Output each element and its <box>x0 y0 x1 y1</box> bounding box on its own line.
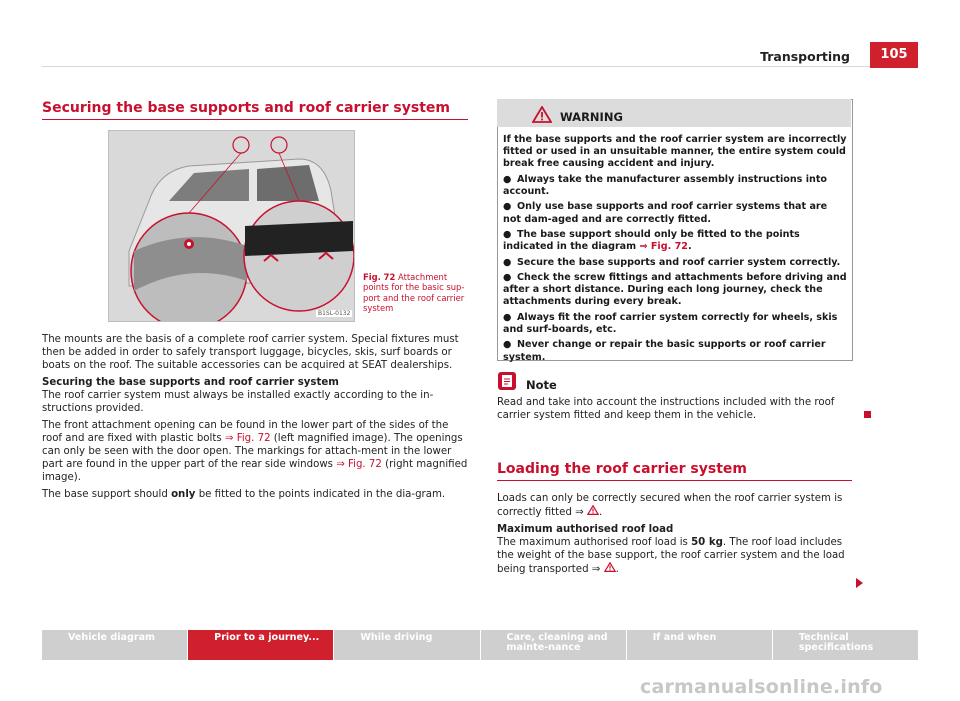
subheading: Securing the base supports and roof carrier system <box>42 377 339 388</box>
header-divider <box>42 66 918 67</box>
nav-tab-if-and-when[interactable]: If and when <box>627 630 773 660</box>
note-icon <box>498 372 516 390</box>
heading-underline <box>497 480 852 481</box>
paragraph: The front attachment opening can be found in the lower part of the sides of the roof and are fixed with plastic bolts ⇒ Fig. 72 (left magnified image). The openings can only be seen with the door open. The markings for attach-ment in the lower part are found in the upper part of the rear side windows ⇒ Fig. 72 (right magnified image). <box>42 420 468 483</box>
chapter-nav <box>42 630 918 660</box>
warning-triangle-icon <box>532 106 552 123</box>
figure-caption <box>363 272 468 314</box>
warning-bullet: ● Only use base supports and roof carrier systems that are not dam-aged and are correctly fitted. <box>503 201 828 225</box>
paragraph: The maximum authorised roof load is 50 kg. The roof load includes the weight of the base support, the roof carrier system and the load being transported ⇒ . <box>497 537 845 575</box>
figure-link[interactable]: ⇒ Fig. 72 <box>639 241 688 253</box>
nav-tab-technical-specs[interactable]: Technical specifications <box>773 630 918 660</box>
nav-tab-vehicle-diagram[interactable]: Vehicle diagram <box>42 630 188 660</box>
figure-caption-text: Attachment points for the basic sup-port and the roof carrier system <box>363 272 465 314</box>
warning-link-icon[interactable] <box>604 562 616 572</box>
section-heading: Securing the base supports and roof carrier system <box>42 100 450 116</box>
warning-bullet: ● Check the screw fittings and attachments before driving and after a short distance. During each long journey, check the attachments during every break. <box>503 271 847 308</box>
note-title: Note <box>526 378 557 392</box>
warning-bullet: ● Never change or repair the basic supports or roof carrier system. <box>503 339 826 363</box>
roof-attachment-figure <box>108 130 355 322</box>
figure-caption-label: Fig. 72 <box>363 272 396 282</box>
section-title: Transporting <box>760 49 850 64</box>
watermark: carmanualsonline.info <box>640 676 883 698</box>
section-end-marker <box>864 411 871 418</box>
left-body-text <box>42 333 468 501</box>
figure-link[interactable]: ⇒ Fig. 72 <box>224 433 271 444</box>
nav-tab-prior-to-journey[interactable]: Prior to a journey... <box>188 630 334 660</box>
right-body-text <box>497 492 857 576</box>
warning-body <box>503 134 847 367</box>
page-number: 105 <box>870 42 918 68</box>
paragraph: Loads can only be correctly secured when the roof carrier system is correctly fitted ⇒ . <box>497 493 843 518</box>
warning-bullet: ● Always take the manufacturer assembly instructions into account. <box>503 173 827 197</box>
warning-bullet: ● Secure the base supports and roof carrier system correctly. <box>503 256 841 268</box>
warning-title: WARNING <box>560 110 623 124</box>
nav-tab-care-cleaning[interactable]: Care, cleaning and mainte-nance <box>481 630 627 660</box>
paragraph: The roof carrier system must always be installed exactly according to the in-structions provided. <box>42 390 434 414</box>
subheading: Maximum authorised roof load <box>497 524 674 535</box>
warning-intro: If the base supports and the roof carrier system are incorrectly fitted or used in an unsuitable manner, the entire system could break free causing accident and injury. <box>503 134 847 170</box>
figure-code: B1SL-0132 <box>318 310 351 317</box>
continue-arrow-icon <box>856 578 863 588</box>
paragraph: The base support should only be fitted to the points indicated in the dia-gram. <box>42 489 446 500</box>
heading-underline <box>42 119 468 120</box>
car-illustration <box>109 131 354 321</box>
nav-tab-while-driving[interactable]: While driving <box>334 630 480 660</box>
note-text: Read and take into account the instructions included with the roof carrier system fitted and keep them in the vehicle. <box>497 397 835 421</box>
figure-link[interactable]: ⇒ Fig. 72 <box>336 459 382 470</box>
paragraph: The mounts are the basis of a complete roof carrier system. Special fixtures must then be added in order to safely transport luggage, bicycles, skis, surf boards or boats on the roof. The suitable accessories can be acquired at SEAT dealerships. <box>42 334 459 371</box>
warning-link-icon[interactable] <box>587 505 599 515</box>
section-heading: Loading the roof carrier system <box>497 461 747 477</box>
warning-bullet: ● Always fit the roof carrier system correctly for wheels, skis and surf-boards, etc. <box>503 311 838 335</box>
warning-bullet: ● The base support should only be fitted to the points indicated in the diagram ⇒ Fig. 72. <box>503 228 800 253</box>
